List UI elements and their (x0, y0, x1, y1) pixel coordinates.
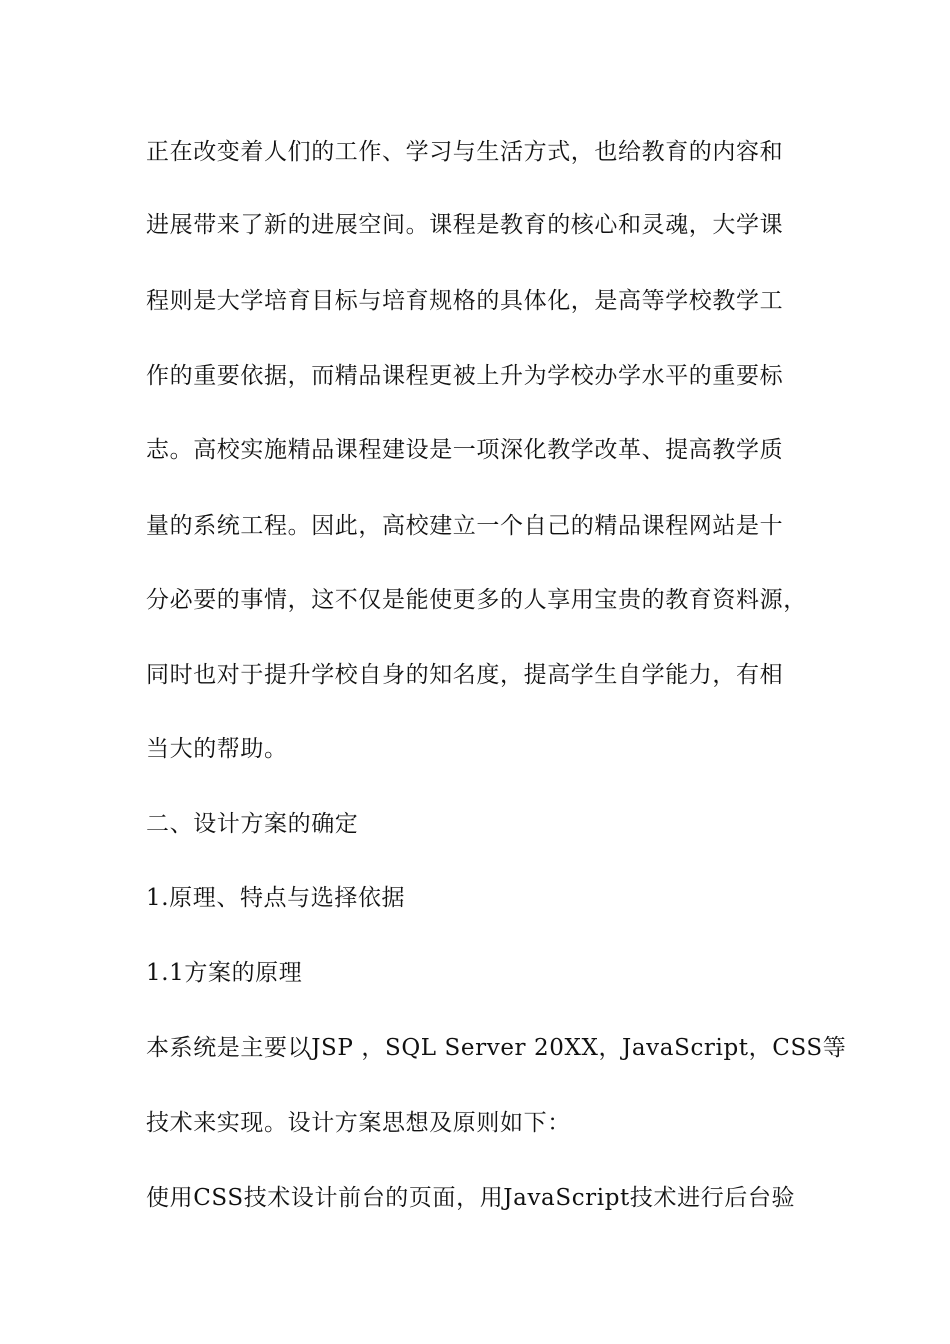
paragraph-line: 作的重要依据，而精品课程更被上升为学校办学水平的重要标 (146, 363, 784, 389)
paragraph-line: 进展带来了新的进展空间。课程是教育的核心和灵魂，大学课 (146, 212, 784, 238)
paragraph-line: 量的系统工程。因此，高校建立一个自己的精品课程网站是十 (146, 513, 784, 539)
subsection-heading: 1.原理、特点与选择依据 (146, 885, 406, 911)
paragraph-line: 技术来实现。设计方案思想及原则如下： (146, 1110, 571, 1136)
paragraph-line: 志。高校实施精品课程建设是一项深化教学改革、提高教学质 (146, 437, 784, 463)
paragraph-line: 正在改变着人们的工作、学习与生活方式，也给教育的内容和 (146, 139, 784, 165)
paragraph-line: 使用CSS技术设计前台的页面，用JavaScript技术进行后台验 (146, 1185, 796, 1211)
paragraph-line: 当大的帮助。 (146, 736, 288, 762)
section-heading: 二、设计方案的确定 (146, 811, 359, 837)
paragraph-line: 本系统是主要以JSP ，SQL Server 20XX，JavaScript，CSS等 (146, 1035, 847, 1061)
subsubsection-heading: 1.1方案的原理 (146, 960, 303, 986)
paragraph-line: 分必要的事情，这不仅是能使更多的人享用宝贵的教育资料源， (146, 587, 807, 613)
paragraph-line: 程则是大学培育目标与培育规格的具体化，是高等学校教学工 (146, 288, 784, 314)
paragraph-line: 同时也对于提升学校自身的知名度，提高学生自学能力，有相 (146, 662, 784, 688)
